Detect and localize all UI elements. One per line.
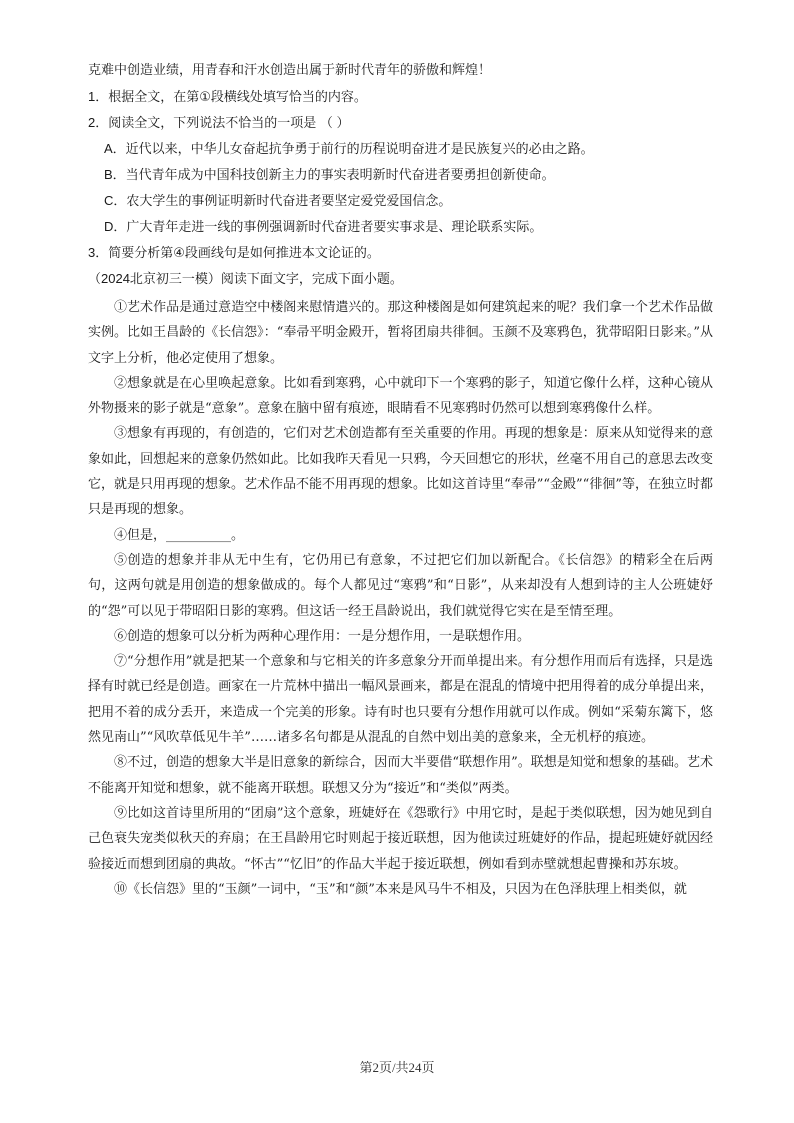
- page-number-footer: 第2页/共24页: [359, 1060, 435, 1075]
- paragraph-8: ⑧不过，创造的想象大半是旧意象的新综合，因而大半要借“联想作用”。联想是知觉和想象的基础。艺术不能离开知觉和想象，就不能离开联想。联想又分为“接近”和“类似”两类。: [88, 755, 713, 796]
- paragraph-1: ①艺术作品是通过意造空中楼阁来慰情遣兴的。那这种楼阁是如何建筑起来的呢？我们拿一个艺术作品做实例。比如王昌龄的《长信怨》：“奉帚平明金殿开，暂将团扇共徘徊。玉颜不及寒鸦色，犹带昭阳日影来。”从文字上分析，他必定使用了想象。: [88, 300, 713, 366]
- paragraph-5: ⑤创造的想象并非从无中生有，它仍用已有意象，不过把它们加以新配合。《长信怨》的精彩全在后两句，这两句就是用创造的想象做成的。每个人都见过“寒鸦”和“日影”，从来却没有人想到诗的主人公班婕妤的“怨”可以见于带昭阳日影的寒鸦。但这话一经王昌龄说出，我们就觉得它实在是至情至理。: [88, 552, 713, 619]
- paragraph-7: ⑦“分想作用”就是把某一个意象和与它相关的许多意象分开而单提出来。有分想作用而后有选择，只是选择有时就已经是创造。画家在一片荒林中描出一幅风景画来，都是在混乱的情境中把用得着的成分单提出来，把用不着的成分丢开，来造成一个完美的形象。诗有时也只要有分想作用就可以作成。例如“采菊东篱下，悠然见南山”“风吹草低见牛羊”……诸多名句都是从混乱的自然中划出美的意象来，全无机杼的痕迹。: [88, 654, 713, 746]
- paragraph-4: ④但是，__________。: [114, 527, 245, 543]
- paragraph-3: ③想象有再现的，有创造的，它们对艺术创造都有至关重要的作用。再现的想象是：原来从知觉得来的意象如此，回想起来的意象仍然如此。比如我昨天看见一只鸦，今天回想它的形状，丝毫不用自己的意思去改变它，就是只用再现的想象。艺术作品不能不用再现的想象。比如这首诗里“奉帚”“金殿”“徘徊”等，在独立时都只是再现的想象。: [88, 426, 713, 518]
- section-heading: （2024北京初三一模）阅读下面文字，完成下面小题。: [88, 271, 403, 286]
- paragraph-6: ⑥创造的想象可以分析为两种心理作用：一是分想作用，一是联想作用。: [114, 628, 531, 644]
- question-3: 3．简要分析第④段画线句是如何推进本文论证的。: [88, 245, 380, 260]
- question-2: 2．阅读全文，下列说法不恰当的一项是 （ ）: [88, 115, 350, 130]
- question-1: 1．根据全文，在第①段横线处填写恰当的内容。: [88, 89, 367, 104]
- question-2-option-c: C．农大学生的事例证明新时代奋进者要坚定爱党爱国信念。: [104, 193, 452, 208]
- paragraph-10: ⑩《长信怨》里的“玉颜”一词中，“玉”和“颜”本来是风马牛不相及，只因为在色泽肤理上相类似，就: [114, 881, 687, 897]
- question-2-option-b: B．当代青年成为中国科技创新主力的事实表明新时代奋进者要勇担创新使命。: [104, 167, 555, 182]
- paragraph-9: ⑨比如这首诗里所用的“团扇”这个意象，班婕妤在《怨歌行》中用它时，是起于类似联想，因为她见到自己色衰失宠类似秋天的弃扇；在王昌龄用它时则起于接近联想，因为他读过班婕妤的作品，提起班婕妤就因经验接近而想到团扇的典故。“怀古”“忆旧”的作品大半起于接近联想，例如看到赤壁就想起曹操和苏东坡。: [88, 805, 713, 872]
- document-body: [88, 58, 713, 902]
- question-2-option-a: A．近代以来，中华儿女奋起抗争勇于前行的历程说明奋进才是民族复兴的必由之路。: [104, 141, 594, 156]
- intro-line: 克难中创造业绩，用青春和汗水创造出属于新时代青年的骄傲和辉煌！: [88, 63, 492, 78]
- paragraph-2: ②想象就是在心里唤起意象。比如看到寒鸦，心中就印下一个寒鸦的影子，知道它像什么样，这种心镜从外物摄来的影子就是“意象”。意象在脑中留有痕迹，眼睛看不见寒鸦时仍然可以想到寒鸦像什么样。: [88, 375, 713, 417]
- question-2-option-d: D．广大青年走进一线的事例强调新时代奋进者要实事求是、理论联系实际。: [104, 219, 543, 234]
